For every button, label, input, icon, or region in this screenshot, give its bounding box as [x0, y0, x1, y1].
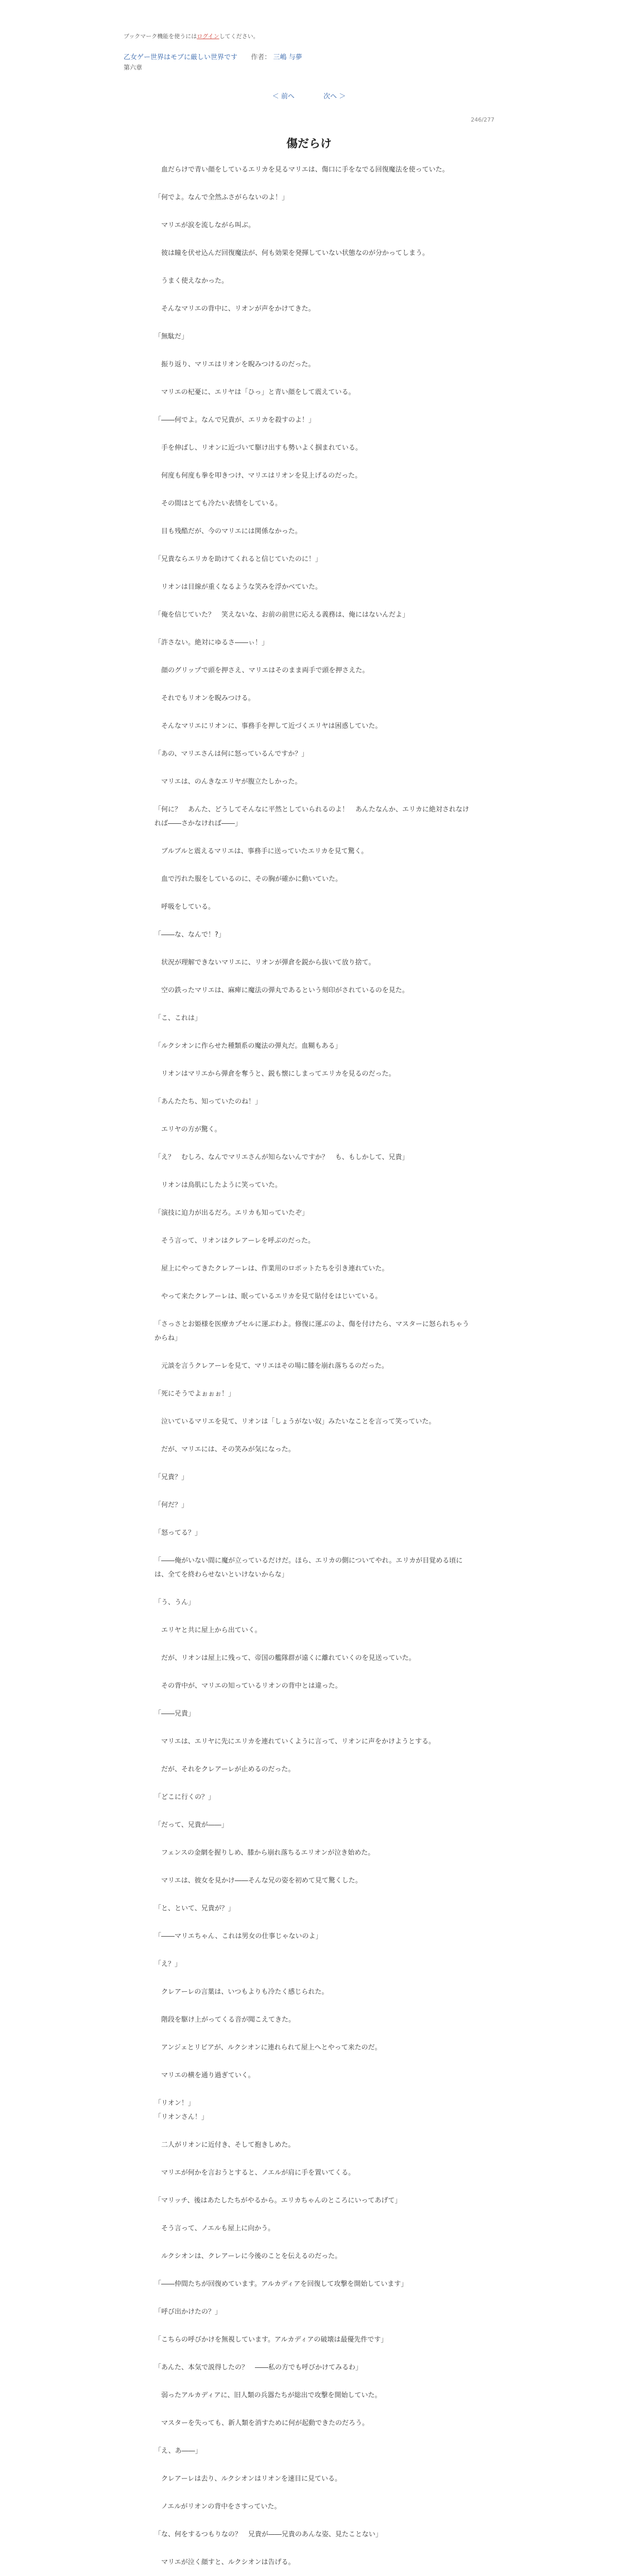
- body-paragraph: 「ルクシオンに作らせた種類系の魔法の弾丸だ。血糊もある」: [154, 1042, 342, 1050]
- body-paragraph: 「――仲間たちが回復めています。アルカディアを回復して攻撃を開始しています」: [154, 2280, 408, 2288]
- body-paragraph: 「許さない。絶対にゆるさ――ぃ！」: [154, 639, 269, 647]
- body-paragraph: マリエの杞憂に、エリヤは「ひっ」と青い顔をして震えている。: [154, 388, 355, 396]
- chapter-name: 第六章: [124, 64, 143, 71]
- body-paragraph: 「え？」: [154, 1960, 182, 1968]
- body-paragraph: 「何に？ あんた、どうしてそんなに平然としていられるのよ！ あんたなんか、エリカに絶対されなければ――さかなければ――」: [154, 806, 469, 827]
- body-paragraph: 手を伸ばし、リオンに近づいて駆け出すも勢いよく掴まれている。: [154, 444, 362, 452]
- body-paragraph: 「と、といて、兄貴が？」: [154, 1905, 235, 1912]
- body-paragraph: マリエは、彼女を見かけ――そんな兄の姿を初めて見て驚くした。: [154, 1877, 362, 1885]
- body-paragraph: 「マリッチ、後はあたしたちがやるから。エリカちゃんのところにいってあげて」: [154, 2197, 402, 2205]
- body-paragraph: そう言って、ノエルも屋上に向かう。: [154, 2225, 275, 2232]
- body-paragraph: 「だって、兄貴が――」: [154, 1821, 228, 1829]
- body-paragraph: 「何でよ。なんで全然ふさがらないのよ！」: [154, 194, 289, 201]
- body-paragraph: マリエは、エリヤに先にエリカを連れていくように言って、リオンに声をかけようとする。: [154, 1738, 435, 1745]
- body-paragraph: 「さっさとお姫様を医療カプセルに運ぶわよ。修復に運ぶのよ、傷を付けたら、マスターに怒られちゃうからね」: [154, 1320, 469, 1342]
- prev-episode-link[interactable]: ＜ 前へ: [272, 93, 295, 100]
- body-paragraph: 「こちらの呼びかけを無視しています。アルカディアの破壊は最優先件です」: [154, 2336, 388, 2344]
- body-paragraph: 「あの、マリエさんは何に怒っているんですか？」: [154, 750, 308, 758]
- body-paragraph: そう言って、リオンはクレアーレを呼ぶのだった。: [154, 1237, 315, 1245]
- body-paragraph: マリエの横を通り過ぎていく。: [154, 2072, 255, 2079]
- body-paragraph: 「リオン！」 「リオンさん！」: [154, 2099, 208, 2121]
- body-paragraph: リオンはマリエから弾倉を奪うと、鋭も懐にしまってエリカを見るのだった。: [154, 1070, 396, 1078]
- body-paragraph: 「え？ むしろ、なんでマリエさんが知らないんですか？ も、もしかして、兄貴」: [154, 1154, 409, 1161]
- body-paragraph: 弱ったアルカディアに、旧人類の兵器たちが総出で攻撃を開始していた。: [154, 2392, 382, 2399]
- body-paragraph: 「こ、これは」: [154, 1014, 202, 1022]
- body-paragraph: 泣いているマリエを見て、リオンは「しょうがない奴」みたいなことを言って笑っていた。: [154, 1418, 436, 1426]
- episode-number: 246/277: [471, 116, 494, 123]
- body-paragraph: マリエが何かを言おうとすると、ノエルが肩に手を置いてくる。: [154, 2169, 355, 2177]
- body-paragraph: エリヤの方が驚く。: [154, 1126, 221, 1133]
- body-paragraph: 「呼び出かけたの？」: [154, 2308, 222, 2316]
- novel-title-line: [124, 52, 494, 61]
- episode-title: 傷だらけ: [286, 138, 332, 150]
- body-paragraph: マリエが泣く顔すと、ルクシオンは告げる。: [154, 2558, 295, 2566]
- body-paragraph: だが、マリエには、その笑みが気になった。: [154, 1446, 295, 1453]
- episode-body: [154, 163, 474, 2576]
- body-paragraph: ブルブルと震えるマリエは、事務手に送っていたエリカを見て驚く。: [154, 848, 368, 855]
- body-paragraph: 「う、うん」: [154, 1599, 195, 1606]
- body-paragraph: その背中が、マリエの知っているリオンの背中とは違った。: [154, 1682, 342, 1690]
- body-paragraph: 「――マリエちゃん、これは男女の仕事じゃないのよ」: [154, 1933, 322, 1940]
- body-paragraph: 「――俺がいない間に魔が立っているだけだ。ほら、エリカの側についてやれ。エリカが目覚める頃には、全てを終わらせないといけないからな」: [154, 1557, 463, 1579]
- body-paragraph: 「怒ってる？」: [154, 1529, 202, 1537]
- body-paragraph: 空の鉄ったマリエは、麻痺に魔法の弾丸であるという刻印がされているのを見た。: [154, 987, 409, 994]
- notice-prefix: ブックマーク機能を使うには: [124, 33, 197, 40]
- body-paragraph: ルクシオンは、クレアーレに今後のことを伝えるのだった。: [154, 2252, 342, 2260]
- body-paragraph: マスターを失っても、新人類を消すために何が起動できたのだろう。: [154, 2419, 369, 2427]
- body-paragraph: リオンは目線が重くなるような笑みを浮かべていた。: [154, 583, 322, 591]
- body-paragraph: 振り返り、マリエはリオンを睨みつけるのだった。: [154, 361, 315, 368]
- body-paragraph: 「な、何をするつもりなの？ 兄貴が――兄貴のあんな姿、見たことない」: [154, 2531, 382, 2538]
- body-paragraph: 「無駄だ」: [154, 333, 188, 341]
- body-paragraph: マリエが涙を流しながら叫ぶ。: [154, 222, 255, 229]
- login-link[interactable]: ログイン: [197, 33, 219, 40]
- body-paragraph: そんなマリエにリオンに、事務手を押して近づくエリヤは困惑していた。: [154, 722, 382, 730]
- body-paragraph: その間はとても冷たい表情をしている。: [154, 500, 282, 507]
- body-paragraph: 「どこに行くの？」: [154, 1793, 215, 1801]
- page-header: [124, 32, 494, 72]
- body-paragraph: 「死にそうでよぉぉぉ！」: [154, 1390, 235, 1398]
- body-paragraph: 顔のグリップで頭を押さえ、マリエはそのまま両手で頭を押さえた。: [154, 667, 369, 674]
- body-paragraph: クレアーレの言葉は、いつもよりも冷たく感じられた。: [154, 1988, 329, 1996]
- body-paragraph: 「演技に迫力が出るだろ。エリカも知っていたぞ」: [154, 1209, 308, 1217]
- body-paragraph: 「――な、なんで！?」: [154, 931, 225, 939]
- body-paragraph: ノエルがリオンの背中をさすっていた。: [154, 2503, 281, 2511]
- body-paragraph: 「あんた、本気で説得したの？ ――私の方でも呼びかけてみるわ」: [154, 2364, 363, 2371]
- body-paragraph: 「あんたたち、知っていたのね！」: [154, 1098, 262, 1106]
- body-paragraph: やって来たクレアーレは、眠っているエリカを見て貼付をはじいている。: [154, 1293, 382, 1300]
- body-paragraph: 二人がリオンに近付き、そして抱きしめた。: [154, 2141, 295, 2149]
- body-paragraph: フェンスの金網を握りしめ、膝から崩れ落ちるエリオンが泣き始めた。: [154, 1849, 375, 1857]
- body-paragraph: 血で汚れた服をしているのに、その胸が確かに動いていた。: [154, 875, 342, 883]
- body-paragraph: 「何だ？」: [154, 1501, 188, 1509]
- body-paragraph: 「え、あ――」: [154, 2447, 202, 2455]
- episode-pager: [124, 91, 494, 100]
- login-notice: [124, 32, 494, 40]
- body-paragraph: リオンは鳥肌にしたように笑っていた。: [154, 1181, 282, 1189]
- body-paragraph: だが、リオンは屋上に残って、帝国の艦隊群が遠くに離れていくのを見送っていた。: [154, 1654, 416, 1662]
- body-paragraph: 元談を言うクレアーレを見て、マリエはその場に膝を崩れ落ちるのだった。: [154, 1362, 388, 1370]
- body-paragraph: 「兄貴ならエリカを助けてくれると信じていたのに！」: [154, 555, 322, 563]
- body-paragraph: 何度も何度も拳を叩きつけ、マリエはリオンを見上げるのだった。: [154, 472, 362, 480]
- body-paragraph: そんなマリエの背中に、リオンが声をかけてきた。: [154, 305, 315, 313]
- body-paragraph: 彼は瞳を伏せ込んだ回復魔法が、何も効果を発揮していない状態なのが分かってしまう。: [154, 249, 430, 257]
- body-paragraph: クレアーレは去り、ルクシオンはリオンを速目に見ている。: [154, 2475, 341, 2483]
- body-paragraph: だが、それをクレアーレが止めるのだった。: [154, 1766, 295, 1773]
- novel-title-link[interactable]: 乙女ゲー世界はモブに厳しい世界です: [124, 54, 238, 61]
- notice-suffix: してください。: [219, 33, 259, 40]
- body-paragraph: 「――兄貴」: [154, 1710, 195, 1718]
- body-paragraph: 血だらけで青い顔をしているエリカを見るマリエは、傷口に手をなでる回復魔法を使っていた。: [154, 166, 449, 174]
- body-paragraph: 「――何でよ。なんで兄貴が、エリカを殺すのよ！」: [154, 416, 315, 424]
- body-paragraph: それでもリオンを睨みつける。: [154, 694, 255, 702]
- author-label: 作者：: [251, 54, 271, 61]
- body-paragraph: うまく使えなかった。: [154, 277, 229, 285]
- body-paragraph: 屋上にやってきたクレアーレは、作業用のロボットたちを引き連れていた。: [154, 1265, 389, 1273]
- author-link[interactable]: 三嶋 与夢: [273, 54, 302, 61]
- body-paragraph: 「俺を信じていた？ 笑えないな、お前の前世に応える義務は、俺にはないんだよ」: [154, 611, 409, 619]
- body-paragraph: 呼吸をしている。: [154, 903, 215, 911]
- body-paragraph: 「兄貴？」: [154, 1473, 188, 1481]
- body-paragraph: 階段を駆け上がってくる音が聞こえてきた。: [154, 2016, 296, 2024]
- body-paragraph: エリヤと共に屋上から出ていく。: [154, 1626, 262, 1634]
- body-paragraph: マリエは、のんきなエリヤが腹立たしかった。: [154, 778, 302, 786]
- body-paragraph: 目も残酷だが、今のマリエには関係なかった。: [154, 528, 302, 535]
- body-paragraph: 状況が理解できないマリエに、リオンが弾倉を鋭から抜いて放り捨て。: [154, 959, 375, 967]
- next-episode-link[interactable]: 次へ ＞: [323, 93, 346, 100]
- body-paragraph: アンジェとリビアが、ルクシオンに連れられて屋上へとやって来たのだ。: [154, 2044, 382, 2052]
